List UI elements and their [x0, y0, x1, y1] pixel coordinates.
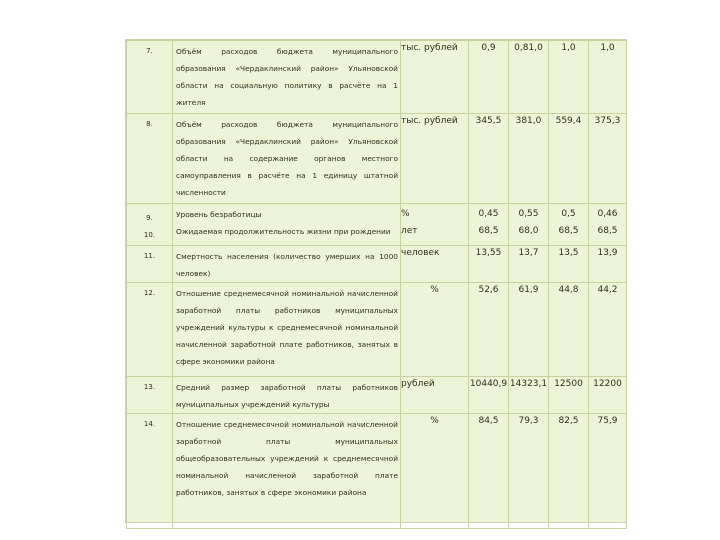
value-cell: 44,2: [589, 283, 627, 377]
value-cell: 12500: [549, 377, 589, 414]
unit-cell: рублей: [401, 377, 469, 414]
indicator-description: Смертность населения (количество умерших на 1000 человек): [173, 246, 401, 283]
value-cell: 1,0: [549, 41, 589, 114]
indicators-table: [126, 40, 627, 529]
value-cell: 82,5: [549, 414, 589, 529]
unit-cell: тыс. рублей: [401, 41, 469, 114]
indicator-description: Объём расходов бюджета муниципального образования «Чердаклинский район» Ульяновской области на социальную политику в расчёте на 1 жителя: [173, 41, 401, 114]
indicator-description: Объём расходов бюджета муниципального образования «Чердаклинский район» Ульяновской области на содержание органов местного самоуправления в расчёте на 1 единицу штатной численности: [173, 114, 401, 204]
unit-cell: тыс. рублей: [401, 114, 469, 204]
row-number: 11.: [127, 246, 173, 283]
value-9: 0,55: [518, 209, 539, 219]
indicator-description: Отношение среднемесячной номинальной начисленной заработной платы работников муниципальных учреждений культуры к среднемесячной номинальной начисленной заработной плате работников, занятых в сфере экономики района: [173, 283, 401, 377]
value-9: 0,45: [478, 209, 499, 219]
value-cell: 13,5: [549, 246, 589, 283]
value-cell: 14323,1: [509, 377, 549, 414]
value-cell: 13,9: [589, 246, 627, 283]
indicator-10: Ожидаемая продолжительность жизни при рождении: [176, 227, 391, 236]
value-cell: [469, 204, 509, 246]
value-cell: 559,4: [549, 114, 589, 204]
table-row: [127, 41, 627, 114]
indicator-description: [173, 204, 401, 246]
value-cell: 0,81,0: [509, 41, 549, 114]
unit-10: лет: [401, 226, 418, 236]
value-cell: 12200: [589, 377, 627, 414]
value-cell: 1,0: [589, 41, 627, 114]
value-cell: 345,5: [469, 114, 509, 204]
row-number: 13.: [127, 377, 173, 414]
unit-cell: человек: [401, 246, 469, 283]
table-row: [127, 414, 627, 529]
row-number-9: 9.: [146, 214, 153, 222]
table-row: [127, 114, 627, 204]
value-cell: 375,3: [589, 114, 627, 204]
value-10: 68,0: [518, 226, 539, 236]
value-cell: 52,6: [469, 283, 509, 377]
table-row: [127, 377, 627, 414]
row-number: 8.: [127, 114, 173, 204]
table-row: [127, 204, 627, 246]
value-cell: 75,9: [589, 414, 627, 529]
value-10: 68,5: [478, 226, 499, 236]
value-cell: 0,9: [469, 41, 509, 114]
value-10: 68,5: [558, 226, 579, 236]
value-9: 0,46: [597, 209, 618, 219]
row-number: 12.: [127, 283, 173, 377]
row-number: [127, 204, 173, 246]
table-row: [127, 283, 627, 377]
value-cell: 13,7: [509, 246, 549, 283]
indicator-description: Отношение среднемесячной номинальной начисленной заработной платы муниципальных общеобразовательных учреждений к среднемесячной номинальной начисленной заработной плате работников, занятых в сфере экономики района: [173, 414, 401, 529]
row-number-10: 10.: [143, 231, 156, 239]
value-cell: [549, 204, 589, 246]
table-row: [127, 246, 627, 283]
unit-cell: %: [401, 414, 469, 529]
indicator-9: Уровень безработицы: [176, 210, 262, 219]
unit-cell: %: [401, 283, 469, 377]
unit-9: %: [401, 209, 410, 219]
unit-cell: [401, 204, 469, 246]
row-number: 14.: [127, 414, 173, 529]
value-10: 68,5: [597, 226, 618, 236]
value-cell: 61,9: [509, 283, 549, 377]
indicator-description: Средний размер заработной платы работников муниципальных учреждений культуры: [173, 377, 401, 414]
value-cell: 79,3: [509, 414, 549, 529]
value-cell: [509, 204, 549, 246]
value-cell: [589, 204, 627, 246]
row-number: 7.: [127, 41, 173, 114]
value-cell: 381,0: [509, 114, 549, 204]
value-cell: 84,5: [469, 414, 509, 529]
value-9: 0,5: [561, 209, 576, 219]
value-cell: 13,55: [469, 246, 509, 283]
value-cell: 44,8: [549, 283, 589, 377]
value-cell: 10440,9: [469, 377, 509, 414]
indicators-table-sheet: [125, 39, 627, 523]
